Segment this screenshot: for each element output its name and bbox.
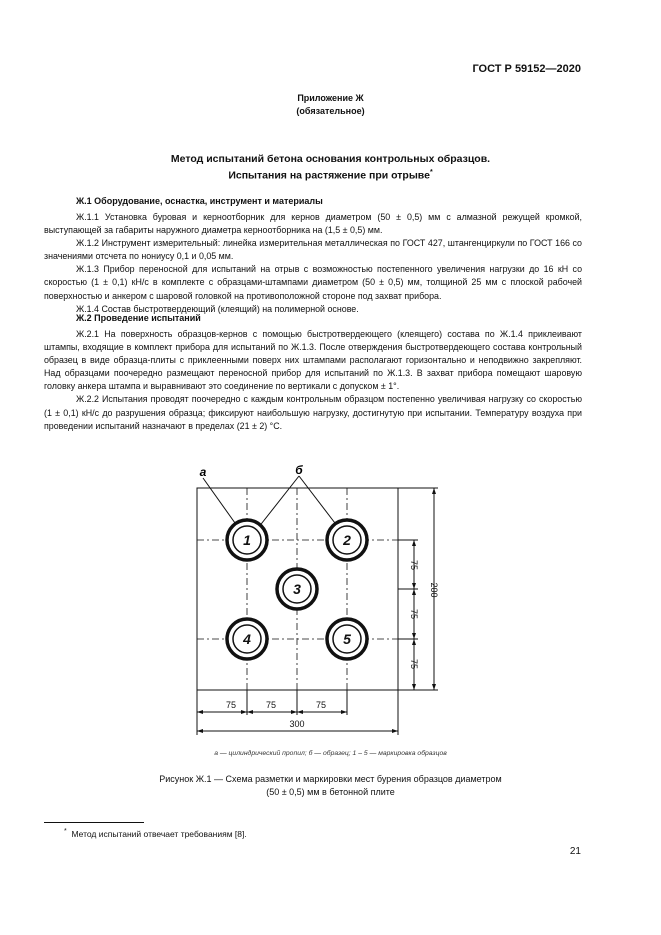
label-a: а [199,465,207,479]
sample-number: 4 [243,631,251,647]
figure-legend: а — цилиндрический пропил; б — образец; 1 – 5 — маркировка образцов [214,750,447,757]
appendix-status: (обязательное) [296,106,365,116]
dim-label-75: 75 [315,700,327,710]
sample-5 [327,619,367,659]
dim-label-300: 300 [289,719,305,729]
title-line-2: Испытания на растяжение при отрыве* [228,169,433,182]
dim-label-200: 200 [429,582,439,598]
paragraph: Ж.2.2 Испытания проводят поочередно с каждым контрольным образцом постепенно увеличивая нагрузку со скоростью (1 ± 0,1) кН/с до разрушения образца; фиксируют наибольшую нагрузку, достигнутую при испытании. Температуру воздуха при проведении испытаний назначают в пределах (21 ± 2) °С. [44,394,582,431]
sample-4 [227,619,267,659]
footnote-mark: * [64,828,67,835]
dim-label-75-vertical: 75 [409,559,419,571]
sample-number: 3 [293,581,301,597]
leader-line-b [258,476,299,528]
appendix-title: Приложение Ж [297,93,364,103]
paragraph: Ж.2.1 На поверхность образцов-кернов с помощью быстротвердеющего (клеящего) состава по Ж.1.4 приклеивают штампы, входящие в комплект прибора для испытаний по Ж.1.3. После отверждения быстротвердеющего состава контрольный образец в виде образца-плиты с приклеенными поверх них штампами располагают горизонтально и неподвижно закрепляют. Над образцами поочередно размещают переносной прибор для испытаний по Ж.1.3. В захват прибора помещают шаровую головку анкера штампа и выравнивают это соединение по вертикали с допуском ± 1°. [44,329,582,392]
label-b: б [295,463,303,477]
title-line-1: Метод испытаний бетона основания контрольных образцов. [170,153,491,165]
caption-line-1: Рисунок Ж.1 — Схема разметки и маркировки мест бурения образцов диаметром [159,774,502,784]
footnote-text: Метод испытаний отвечает требованиям [8]. [71,828,247,839]
paragraph: Ж.1.2 Инструмент измерительный: линейка измерительная металлическая по ГОСТ 427, штангенциркули по ГОСТ 166 со значениями отсчета по нониусу 0,1 и 0,05 мм. [44,238,582,262]
sample-3 [277,569,317,609]
footnote-separator [44,822,144,823]
section-1-heading: Ж.1 Оборудование, оснастка, инструмент и материалы [76,196,323,206]
title-footnote-mark: * [429,169,433,176]
dim-label-75-vertical: 75 [409,608,419,620]
paragraph: Ж.1.3 Прибор переносной для испытаний на отрыв с возможностью постепенного увеличения нагрузки до 16 кН со скоростью (1 ± 0,1) кН/с в комплекте с образцами-штампами диаметром (50 ± 0,5) мм, толщиной 25 мм с плоской рабочей поверхностью и анкером с шаровой головкой на противоположной стороне под захват прибора. [44,264,582,301]
leader-line-b [299,476,338,527]
dim-label-75: 75 [225,700,237,710]
sample-number: 5 [343,631,351,647]
sample-number: 2 [343,532,351,548]
footnote [64,828,247,839]
standard-number: ГОСТ Р 59152—2020 [472,63,581,75]
caption-line-2: (50 ± 0,5) мм в бетонной плите [266,787,395,797]
dim-label-75: 75 [265,700,277,710]
sample-1 [227,520,267,560]
dim-label-75-vertical: 75 [409,658,419,670]
paragraph: Ж.1.1 Установка буровая и керноотборник для кернов диаметром (50 ± 0,5) мм с алмазной режущей кромкой, выступающей за габариты наружного диаметра керноотборника на (1,5 ± 0,5) мм. [44,212,582,236]
sample-number: 1 [243,532,251,548]
leader-line-a [203,478,240,530]
sample-2 [327,520,367,560]
figure-caption [0,773,661,799]
paragraph: Ж.1.4 Состав быстротвердеющий (клеящий) на полимерной основе. [76,303,359,314]
page-number: 21 [569,846,581,857]
section-2-heading: Ж.2 Проведение испытаний [76,313,201,323]
